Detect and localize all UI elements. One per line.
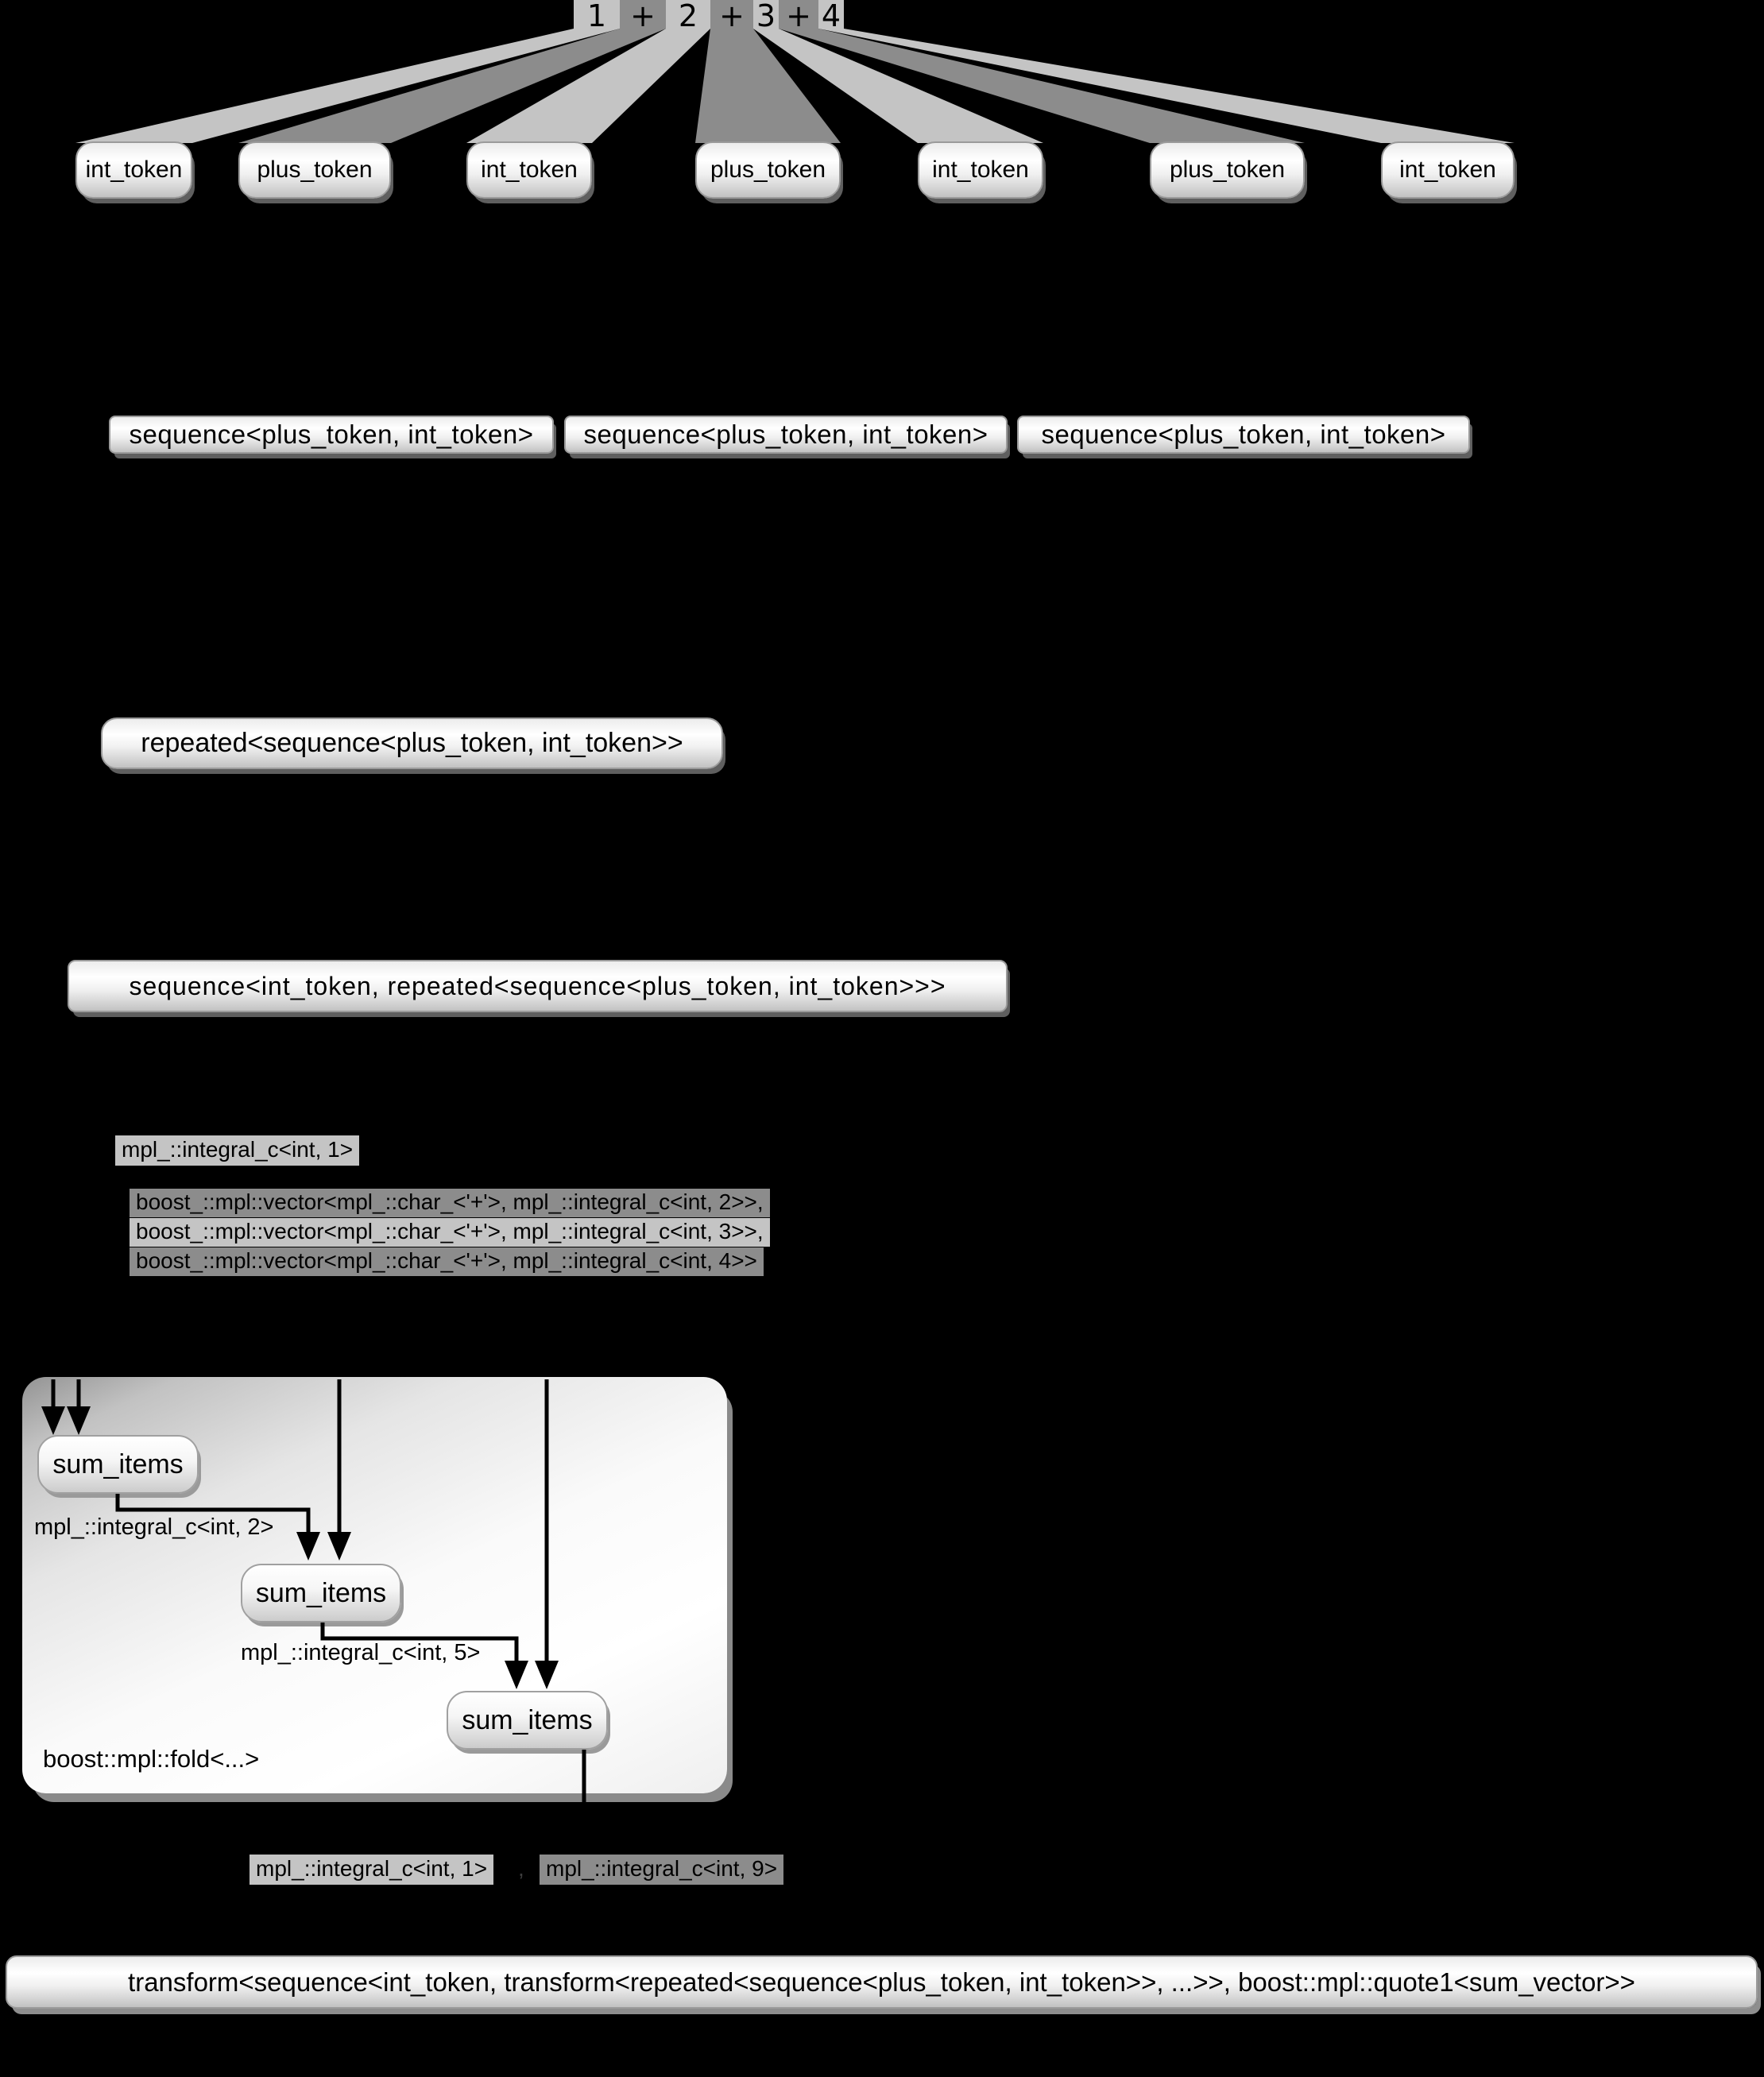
outer-sequence-box: sequence<int_token, repeated<sequence<plus_token, int_token>>> bbox=[68, 960, 1008, 1012]
edge-label-1: mpl_::integral_c<int, 2> bbox=[34, 1514, 274, 1540]
arrowhead-icon bbox=[41, 1406, 65, 1435]
token-box-int-1: int_token bbox=[75, 141, 192, 199]
sum-items-node-2: sum_items bbox=[241, 1564, 401, 1623]
edge-2-elbow bbox=[323, 1623, 516, 1662]
vector-line-2: boost_::mpl::vector<mpl_::char_<'+'>, mpl_::integral_c<int, 3>>, bbox=[130, 1218, 770, 1247]
sum-items-node-3: sum_items bbox=[447, 1691, 608, 1750]
expression-token-3: 3 bbox=[756, 0, 776, 33]
expression-token-plus: + bbox=[786, 0, 811, 33]
edge-label-2: mpl_::integral_c<int, 5> bbox=[241, 1640, 481, 1665]
fold-title: boost::mpl::fold<...> bbox=[43, 1745, 260, 1773]
sum-items-node-1: sum_items bbox=[37, 1435, 199, 1494]
result-label-1-comma: , bbox=[518, 1856, 524, 1881]
token-box-int-4: int_token bbox=[1381, 141, 1514, 199]
vector-line-1: boost_::mpl::vector<mpl_::char_<'+'>, mpl_::integral_c<int, 2>>, bbox=[130, 1189, 770, 1217]
arrowhead-icon bbox=[327, 1532, 351, 1561]
expression-token-plus: + bbox=[719, 0, 745, 33]
sequence-box-1: sequence<plus_token, int_token> bbox=[109, 416, 554, 454]
result-label-2: mpl_::integral_c<int, 9> bbox=[540, 1855, 783, 1885]
repeated-box: repeated<sequence<plus_token, int_token>> bbox=[101, 717, 723, 769]
transform-box: transform<sequence<int_token, transform<repeated<sequence<plus_token, int_token>>, ...>>, boost::mpl::quote1<sum_vector>> bbox=[6, 1955, 1758, 2009]
edge-1-elbow bbox=[118, 1494, 308, 1534]
expression-token-1: 1 bbox=[586, 0, 607, 33]
initial-state-label: mpl_::integral_c<int, 1> bbox=[115, 1135, 359, 1166]
sequence-box-2: sequence<plus_token, int_token> bbox=[564, 416, 1008, 454]
expression-token-plus: + bbox=[630, 0, 656, 33]
expression-token-2: 2 bbox=[678, 0, 698, 33]
arrowhead-icon bbox=[535, 1661, 559, 1689]
result-label-1: mpl_::integral_c<int, 1> bbox=[250, 1855, 493, 1885]
sequence-box-3: sequence<plus_token, int_token> bbox=[1017, 416, 1470, 454]
token-box-int-2: int_token bbox=[466, 141, 592, 199]
arrowhead-icon bbox=[296, 1532, 320, 1561]
token-box-plus-3: plus_token bbox=[1150, 141, 1305, 199]
token-box-int-3: int_token bbox=[918, 141, 1043, 199]
expression-token-4: 4 bbox=[821, 0, 841, 33]
token-box-plus-2: plus_token bbox=[695, 141, 841, 199]
token-box-plus-1: plus_token bbox=[238, 141, 391, 199]
arrowhead-icon bbox=[67, 1406, 91, 1435]
arrowhead-icon bbox=[505, 1661, 528, 1689]
vector-line-3: boost_::mpl::vector<mpl_::char_<'+'>, mpl_::integral_c<int, 4>> bbox=[130, 1247, 764, 1276]
